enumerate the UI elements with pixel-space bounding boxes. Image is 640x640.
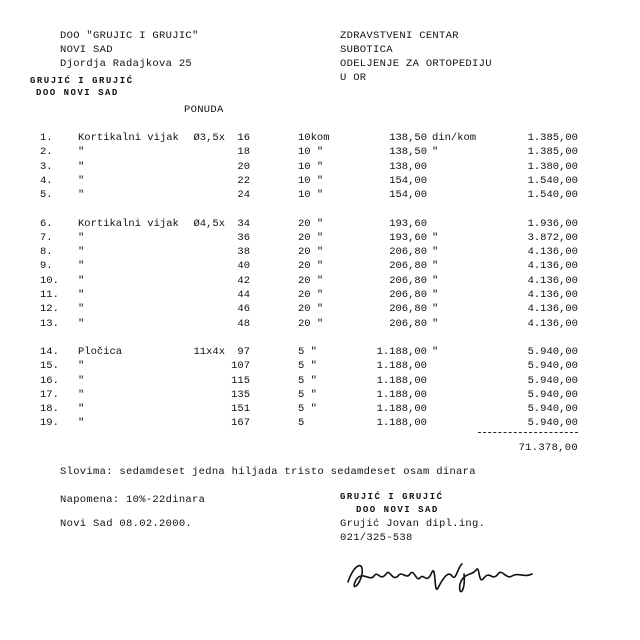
item-name: ": [78, 246, 85, 259]
item-length: 40: [237, 260, 250, 273]
item-unit-price: 154,00: [389, 189, 427, 202]
place-date: Novi Sad 08.02.2000.: [60, 518, 193, 530]
buyer-department: ODELJENJE ZA ORTOPEDIJU: [340, 58, 492, 70]
signatory-phone: 021/325-538: [340, 532, 413, 544]
item-name: ": [78, 274, 85, 287]
item-quantity: 20 ": [298, 289, 324, 301]
item-length: 107: [231, 360, 250, 373]
item-unit-price: 206,80: [389, 317, 427, 330]
item-total: 4.136,00: [527, 289, 578, 301]
item-name: ": [78, 189, 85, 202]
item-quantity: 10 ": [298, 160, 324, 173]
item-unit-price: 1.188,00: [376, 374, 427, 387]
item-length: 46: [237, 303, 250, 316]
item-quantity: 5 ": [298, 388, 317, 401]
item-number: 9.: [40, 260, 53, 273]
item-total: 4.136,00: [527, 246, 578, 259]
item-length: 24: [237, 189, 250, 202]
item-total: 1.936,00: [527, 217, 578, 230]
item-number: 6.: [40, 217, 53, 230]
signatory-stamp-line1: GRUJIĆ I GRUJIĆ: [340, 492, 444, 502]
item-size: 11x4x: [193, 345, 225, 358]
item-unit-price: 138,50: [389, 132, 427, 144]
item-quantity: 20 ": [298, 317, 324, 330]
buyer-city: SUBOTICA: [340, 44, 393, 56]
item-number: 13.: [40, 317, 59, 330]
seller-address: Djordja Radajkova 25: [60, 58, 193, 70]
item-number: 4.: [40, 174, 53, 187]
item-quantity: 5 ": [298, 374, 317, 387]
item-price-unit: ": [432, 246, 439, 259]
item-quantity: 20 ": [298, 231, 324, 244]
item-length: 44: [237, 289, 250, 301]
seller-city: NOVI SAD: [60, 44, 113, 56]
item-number: 14.: [40, 345, 59, 358]
signatory-name: Grujić Jovan dipl.ing.: [340, 518, 486, 530]
item-number: 1.: [40, 132, 53, 144]
document-title: PONUDA: [184, 104, 224, 116]
item-number: 10.: [40, 274, 59, 287]
item-quantity: 20 ": [298, 246, 324, 259]
item-length: 20: [237, 160, 250, 173]
item-total: 5.940,00: [527, 374, 578, 387]
item-name: ": [78, 317, 85, 330]
item-number: 7.: [40, 231, 53, 244]
item-length: 16: [237, 132, 250, 144]
item-price-unit: ": [432, 260, 439, 273]
item-quantity: 5 ": [298, 403, 317, 416]
item-number: 19.: [40, 417, 59, 430]
item-name: ": [78, 374, 85, 387]
item-length: 38: [237, 246, 250, 259]
item-price-unit: ": [432, 231, 439, 244]
item-unit-price: 1.188,00: [376, 417, 427, 430]
item-number: 11.: [40, 289, 59, 301]
seller-name: DOO "GRUJIC I GRUJIC": [60, 30, 199, 42]
item-length: 18: [237, 146, 250, 159]
handwritten-signature: [340, 552, 550, 602]
item-unit-price: 193,60: [389, 231, 427, 244]
item-number: 17.: [40, 388, 59, 401]
item-name: Kortikalni vijak: [78, 217, 179, 230]
item-name: ": [78, 231, 85, 244]
total-divider: [478, 432, 578, 434]
note: Napomena: 10%-22dinara: [60, 494, 206, 506]
buyer-unit: U OR: [340, 72, 367, 84]
item-unit-price: 1.188,00: [376, 360, 427, 373]
item-name: ": [78, 146, 85, 159]
item-quantity: 20 ": [298, 260, 324, 273]
item-quantity: 20 ": [298, 303, 324, 316]
item-number: 3.: [40, 160, 53, 173]
item-total: 1.540,00: [527, 189, 578, 202]
item-length: 48: [237, 317, 250, 330]
item-length: 135: [231, 388, 250, 401]
amount-in-words: Slovima: sedamdeset jedna hiljada tristo sedamdeset osam dinara: [60, 466, 476, 478]
item-quantity: 5 ": [298, 345, 317, 358]
item-size: Ø4,5x: [193, 217, 225, 230]
item-price-unit: ": [432, 289, 439, 301]
item-unit-price: 206,80: [389, 246, 427, 259]
item-name: ": [78, 160, 85, 173]
item-unit-price: 206,80: [389, 289, 427, 301]
item-unit-price: 206,80: [389, 260, 427, 273]
item-unit-price: 1.188,00: [376, 388, 427, 401]
item-quantity: 10 ": [298, 146, 324, 159]
grand-total: 71.378,00: [518, 442, 578, 454]
item-length: 42: [237, 274, 250, 287]
item-name: ": [78, 303, 85, 316]
item-total: 5.940,00: [527, 360, 578, 373]
seller-stamp-line2: DOO NOVI SAD: [36, 88, 119, 98]
item-name: ": [78, 174, 85, 187]
item-size: Ø3,5x: [193, 132, 225, 144]
item-unit-price: 1.188,00: [376, 345, 427, 358]
item-total: 4.136,00: [527, 317, 578, 330]
item-number: 8.: [40, 246, 53, 259]
item-name: ": [78, 403, 85, 416]
item-quantity: 20 ": [298, 274, 324, 287]
buyer-name: ZDRAVSTVENI CENTAR: [340, 30, 459, 42]
item-total: 5.940,00: [527, 403, 578, 416]
item-price-unit: ": [432, 146, 439, 159]
item-name: ": [78, 260, 85, 273]
item-unit-price: 193,60: [389, 217, 427, 230]
item-unit-price: 138,50: [389, 146, 427, 159]
item-price-unit: ": [432, 274, 439, 287]
item-name: Kortikalni vijak: [78, 132, 179, 144]
item-number: 15.: [40, 360, 59, 373]
item-quantity: 5: [298, 417, 305, 430]
item-price-unit: ": [432, 317, 439, 330]
item-price-unit: din/kom: [432, 132, 477, 144]
item-length: 167: [231, 417, 250, 430]
item-unit-price: 206,80: [389, 274, 427, 287]
item-total: 1.385,00: [527, 132, 578, 144]
item-price-unit: ": [432, 345, 439, 358]
item-total: 5.940,00: [527, 388, 578, 401]
seller-stamp-line1: GRUJIĆ I GRUJIĆ: [30, 76, 134, 86]
item-number: 2.: [40, 146, 53, 159]
item-number: 5.: [40, 189, 53, 202]
item-unit-price: 154,00: [389, 174, 427, 187]
item-price-unit: ": [432, 303, 439, 316]
item-number: 12.: [40, 303, 59, 316]
item-total: 4.136,00: [527, 260, 578, 273]
item-number: 18.: [40, 403, 59, 416]
item-length: 151: [231, 403, 250, 416]
item-total: 4.136,00: [527, 274, 578, 287]
item-total: 1.540,00: [527, 174, 578, 187]
item-length: 36: [237, 231, 250, 244]
item-length: 115: [231, 374, 250, 387]
item-length: 97: [237, 345, 250, 358]
item-total: 3.872,00: [527, 231, 578, 244]
item-quantity: 10 ": [298, 189, 324, 202]
item-total: 1.385,00: [527, 146, 578, 159]
item-name: ": [78, 289, 85, 301]
item-name: ": [78, 360, 85, 373]
item-unit-price: 206,80: [389, 303, 427, 316]
item-name: ": [78, 417, 85, 430]
item-name: Pločica: [78, 345, 123, 358]
item-total: 5.940,00: [527, 345, 578, 358]
item-length: 34: [237, 217, 250, 230]
signatory-stamp-line2: DOO NOVI SAD: [356, 505, 439, 515]
item-total: 1.380,00: [527, 160, 578, 173]
item-quantity: 10kom: [298, 132, 330, 144]
item-name: ": [78, 388, 85, 401]
item-quantity: 20 ": [298, 217, 324, 230]
item-quantity: 5 ": [298, 360, 317, 373]
item-number: 16.: [40, 374, 59, 387]
item-length: 22: [237, 174, 250, 187]
item-quantity: 10 ": [298, 174, 324, 187]
item-unit-price: 1.188,00: [376, 403, 427, 416]
item-unit-price: 138,00: [389, 160, 427, 173]
item-total: 4.136,00: [527, 303, 578, 316]
item-total: 5.940,00: [527, 417, 578, 430]
